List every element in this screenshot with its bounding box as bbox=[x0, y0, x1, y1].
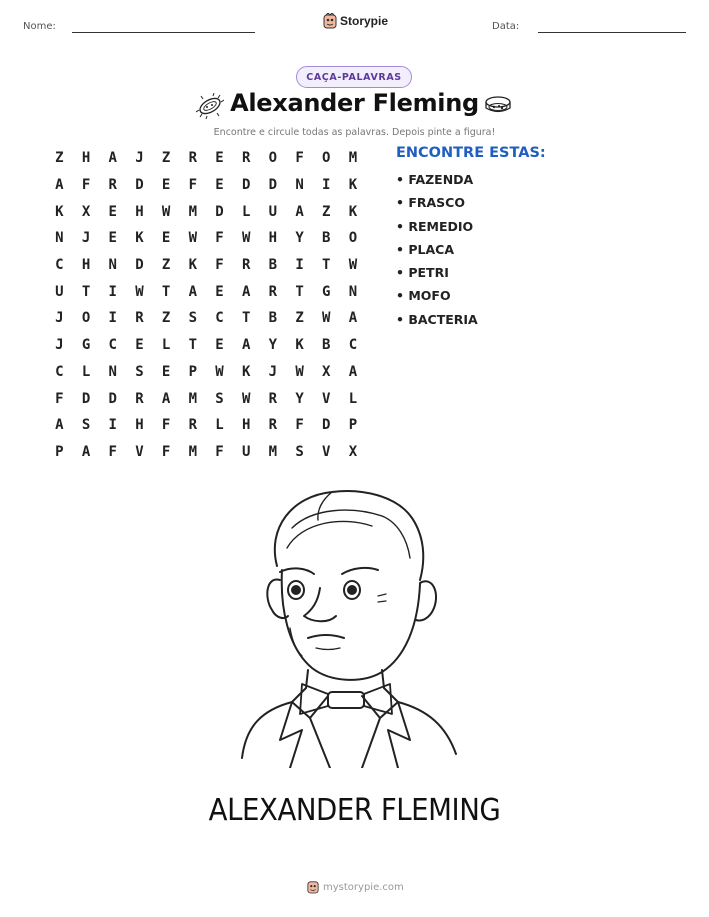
grid-row bbox=[46, 439, 366, 466]
word-item: • REMEDIO bbox=[396, 218, 474, 234]
grid-letter[interactable]: A bbox=[161, 390, 171, 407]
grid-letter[interactable]: P bbox=[55, 443, 64, 460]
grid-letter[interactable]: F bbox=[295, 417, 304, 434]
grid-letter[interactable]: R bbox=[268, 283, 278, 300]
storypie-logo-icon bbox=[307, 880, 319, 894]
grid-letter[interactable]: G bbox=[81, 337, 91, 354]
grid-letter[interactable]: C bbox=[348, 337, 358, 354]
date-line[interactable] bbox=[538, 32, 686, 33]
word-item: • PETRI bbox=[396, 265, 449, 281]
grid-row bbox=[46, 145, 366, 172]
grid-letter[interactable]: C bbox=[215, 310, 224, 327]
grid-letter[interactable]: D bbox=[268, 177, 278, 194]
grid-letter[interactable]: R bbox=[108, 177, 117, 194]
grid-letter[interactable]: W bbox=[241, 390, 251, 407]
grid-letter[interactable]: S bbox=[215, 390, 224, 407]
grid-letter[interactable]: Z bbox=[322, 203, 331, 220]
grid-letter[interactable]: A bbox=[295, 203, 304, 220]
petri-dish-icon bbox=[484, 94, 512, 118]
grid-letter[interactable]: E bbox=[215, 337, 224, 354]
grid-letter[interactable]: J bbox=[55, 337, 64, 354]
grid-letter[interactable]: F bbox=[55, 390, 64, 407]
grid-letter[interactable]: F bbox=[295, 150, 304, 167]
grid-letter[interactable]: A bbox=[188, 283, 197, 300]
grid-letter[interactable]: R bbox=[135, 310, 144, 327]
grid-letter[interactable]: J bbox=[55, 310, 64, 327]
grid-row bbox=[46, 278, 366, 305]
brand-name: Storypie bbox=[340, 14, 389, 28]
grid-letter[interactable]: A bbox=[241, 283, 251, 300]
grid-letter[interactable]: M bbox=[268, 443, 278, 460]
grid-letter[interactable]: R bbox=[135, 390, 144, 407]
grid-letter[interactable]: F bbox=[108, 443, 117, 460]
grid-letter[interactable]: O bbox=[81, 310, 91, 327]
grid-letter[interactable]: F bbox=[188, 177, 197, 194]
portrait-illustration bbox=[232, 488, 496, 768]
word-item: • PLACA bbox=[396, 241, 454, 257]
word-list-title: ENCONTRE ESTAS: bbox=[396, 145, 546, 161]
grid-letter[interactable]: E bbox=[215, 177, 224, 194]
word-item: • FAZENDA bbox=[396, 172, 474, 187]
grid-letter[interactable]: S bbox=[188, 310, 197, 327]
grid-letter[interactable]: H bbox=[241, 417, 251, 434]
grid-letter[interactable]: D bbox=[81, 390, 91, 407]
grid-letter[interactable]: W bbox=[241, 230, 251, 247]
grid-letter[interactable]: N bbox=[348, 283, 358, 300]
grid-letter[interactable]: D bbox=[241, 177, 251, 194]
storypie-logo-icon bbox=[323, 13, 337, 29]
grid-letter[interactable]: I bbox=[108, 310, 117, 327]
grid-letter[interactable]: W bbox=[295, 363, 304, 380]
grid-letter[interactable]: D bbox=[135, 257, 144, 274]
grid-row bbox=[46, 385, 366, 412]
grid-letter[interactable]: Y bbox=[295, 390, 304, 407]
grid-row bbox=[46, 225, 366, 252]
name-line[interactable] bbox=[72, 32, 255, 33]
brand-logo bbox=[323, 13, 388, 29]
grid-letter[interactable]: H bbox=[135, 417, 144, 434]
grid-letter[interactable]: W bbox=[322, 310, 331, 327]
grid-letter[interactable]: U bbox=[268, 203, 278, 220]
grid-letter[interactable]: H bbox=[135, 203, 144, 220]
grid-letter[interactable]: H bbox=[81, 257, 91, 274]
grid-letter[interactable]: E bbox=[161, 363, 171, 380]
grid-letter[interactable]: T bbox=[81, 283, 91, 300]
grid-letter[interactable]: T bbox=[161, 283, 171, 300]
grid-letter[interactable]: S bbox=[135, 363, 144, 380]
grid-letter[interactable]: B bbox=[322, 230, 331, 247]
grid-row bbox=[46, 172, 366, 199]
grid-letter[interactable]: T bbox=[241, 310, 251, 327]
grid-letter[interactable]: W bbox=[135, 283, 144, 300]
grid-letter[interactable]: Z bbox=[161, 150, 171, 167]
grid-letter[interactable]: U bbox=[241, 443, 251, 460]
grid-letter[interactable]: W bbox=[215, 363, 224, 380]
grid-letter[interactable]: I bbox=[108, 283, 117, 300]
grid-letter[interactable]: V bbox=[135, 443, 144, 460]
grid-letter[interactable]: A bbox=[81, 443, 91, 460]
grid-letter[interactable]: Y bbox=[268, 337, 278, 354]
grid-letter[interactable]: L bbox=[215, 417, 224, 434]
grid-letter[interactable]: N bbox=[108, 363, 117, 380]
grid-letter[interactable]: F bbox=[215, 230, 224, 247]
grid-letter[interactable]: E bbox=[215, 283, 224, 300]
grid-row bbox=[46, 332, 366, 359]
grid-letter[interactable]: K bbox=[295, 337, 304, 354]
grid-letter[interactable]: N bbox=[295, 177, 304, 194]
grid-letter[interactable]: C bbox=[55, 257, 64, 274]
grid-letter[interactable]: E bbox=[161, 230, 171, 247]
grid-letter[interactable]: M bbox=[348, 150, 358, 167]
instructions: Encontre e circule todas as palavras. Depois pinte a figura! bbox=[213, 127, 496, 138]
word-item: • MOFO bbox=[396, 288, 451, 304]
grid-letter[interactable]: A bbox=[55, 177, 64, 194]
grid-letter[interactable]: M bbox=[188, 203, 197, 220]
grid-letter[interactable]: B bbox=[268, 257, 278, 274]
grid-letter[interactable]: N bbox=[55, 230, 64, 247]
grid-letter[interactable]: I bbox=[295, 257, 304, 274]
grid-letter[interactable]: X bbox=[348, 443, 358, 460]
word-list bbox=[396, 172, 478, 335]
grid-row bbox=[46, 412, 366, 439]
grid-letter[interactable]: I bbox=[322, 177, 331, 194]
grid-letter[interactable]: J bbox=[81, 230, 91, 247]
grid-letter[interactable]: J bbox=[268, 363, 278, 380]
grid-letter[interactable]: S bbox=[81, 417, 91, 434]
grid-letter[interactable]: L bbox=[81, 363, 91, 380]
footer bbox=[307, 880, 404, 894]
grid-letter[interactable]: B bbox=[322, 337, 331, 354]
grid-letter[interactable]: P bbox=[188, 363, 197, 380]
grid-letter[interactable]: A bbox=[348, 310, 358, 327]
name-label: Nome: bbox=[23, 21, 56, 32]
activity-badge: CAÇA-PALAVRAS bbox=[296, 66, 412, 88]
grid-letter[interactable]: L bbox=[348, 390, 358, 407]
grid-letter[interactable]: U bbox=[55, 283, 64, 300]
grid-letter[interactable]: R bbox=[188, 150, 197, 167]
grid-letter[interactable]: H bbox=[81, 150, 91, 167]
grid-letter[interactable]: Z bbox=[161, 257, 171, 274]
grid-letter[interactable]: W bbox=[348, 257, 358, 274]
grid-letter[interactable]: D bbox=[135, 177, 144, 194]
grid-letter[interactable]: N bbox=[108, 257, 117, 274]
grid-letter[interactable]: Z bbox=[55, 150, 64, 167]
grid-letter[interactable]: W bbox=[188, 230, 197, 247]
grid-letter[interactable]: X bbox=[322, 363, 331, 380]
grid-letter[interactable]: O bbox=[348, 230, 358, 247]
grid-letter[interactable]: A bbox=[55, 417, 64, 434]
word-item: • FRASCO bbox=[396, 195, 465, 211]
grid-letter[interactable]: E bbox=[108, 203, 117, 220]
grid-letter[interactable]: F bbox=[215, 257, 224, 274]
grid-letter[interactable]: F bbox=[215, 443, 224, 460]
grid-letter[interactable]: D bbox=[108, 390, 117, 407]
grid-letter[interactable]: W bbox=[161, 203, 171, 220]
grid-letter[interactable]: J bbox=[135, 150, 144, 167]
grid-letter[interactable]: R bbox=[241, 257, 251, 274]
grid-letter[interactable]: T bbox=[322, 257, 331, 274]
grid-letter[interactable]: A bbox=[348, 363, 358, 380]
grid-letter[interactable]: K bbox=[241, 363, 251, 380]
grid-letter[interactable]: R bbox=[241, 150, 251, 167]
grid-letter[interactable]: E bbox=[108, 230, 117, 247]
grid-row bbox=[46, 305, 366, 332]
grid-letter[interactable]: D bbox=[215, 203, 224, 220]
grid-row bbox=[46, 359, 366, 386]
grid-letter[interactable]: K bbox=[188, 257, 197, 274]
grid-letter[interactable]: P bbox=[348, 417, 358, 434]
grid-letter[interactable]: Z bbox=[295, 310, 304, 327]
grid-row bbox=[46, 198, 366, 225]
grid-letter[interactable]: K bbox=[348, 203, 358, 220]
grid-letter[interactable]: E bbox=[135, 337, 144, 354]
grid-letter[interactable]: V bbox=[322, 390, 331, 407]
grid-letter[interactable]: K bbox=[55, 203, 64, 220]
grid-letter[interactable]: X bbox=[81, 203, 91, 220]
grid-letter[interactable]: G bbox=[322, 283, 331, 300]
portrait-caption: ALEXANDER FLEMING bbox=[208, 793, 501, 828]
grid-letter[interactable]: F bbox=[161, 417, 171, 434]
grid-letter[interactable]: E bbox=[161, 177, 171, 194]
grid-letter[interactable]: T bbox=[295, 283, 304, 300]
grid-letter[interactable]: B bbox=[268, 310, 278, 327]
letter-grid bbox=[46, 145, 366, 465]
footer-url[interactable]: mystorypie.com bbox=[323, 881, 404, 893]
grid-letter[interactable]: M bbox=[188, 443, 197, 460]
word-item: • BACTERIA bbox=[396, 311, 478, 327]
grid-letter[interactable]: H bbox=[268, 230, 278, 247]
grid-letter[interactable]: C bbox=[108, 337, 117, 354]
grid-letter[interactable]: M bbox=[188, 390, 197, 407]
grid-letter[interactable]: V bbox=[322, 443, 331, 460]
grid-letter[interactable]: L bbox=[241, 203, 251, 220]
grid-letter[interactable]: R bbox=[268, 417, 278, 434]
grid-letter[interactable]: Z bbox=[161, 310, 171, 327]
grid-letter[interactable]: F bbox=[161, 443, 171, 460]
grid-letter[interactable]: I bbox=[108, 417, 117, 434]
date-label: Data: bbox=[492, 21, 520, 32]
grid-letter[interactable]: A bbox=[241, 337, 251, 354]
page-title: Alexander Fleming bbox=[230, 89, 479, 117]
grid-letter[interactable]: E bbox=[215, 150, 224, 167]
grid-letter[interactable]: K bbox=[348, 177, 358, 194]
grid-letter[interactable]: O bbox=[268, 150, 278, 167]
grid-letter[interactable]: O bbox=[322, 150, 331, 167]
grid-row bbox=[46, 252, 366, 279]
grid-letter[interactable]: R bbox=[268, 390, 278, 407]
grid-letter[interactable]: A bbox=[108, 150, 117, 167]
grid-letter[interactable]: R bbox=[188, 417, 197, 434]
grid-letter[interactable]: K bbox=[135, 230, 144, 247]
grid-letter[interactable]: F bbox=[81, 177, 91, 194]
grid-letter[interactable]: C bbox=[55, 363, 64, 380]
grid-letter[interactable]: Y bbox=[295, 230, 304, 247]
grid-letter[interactable]: D bbox=[322, 417, 331, 434]
grid-letter[interactable]: S bbox=[295, 443, 304, 460]
grid-letter[interactable]: L bbox=[161, 337, 171, 354]
grid-letter[interactable]: T bbox=[188, 337, 197, 354]
